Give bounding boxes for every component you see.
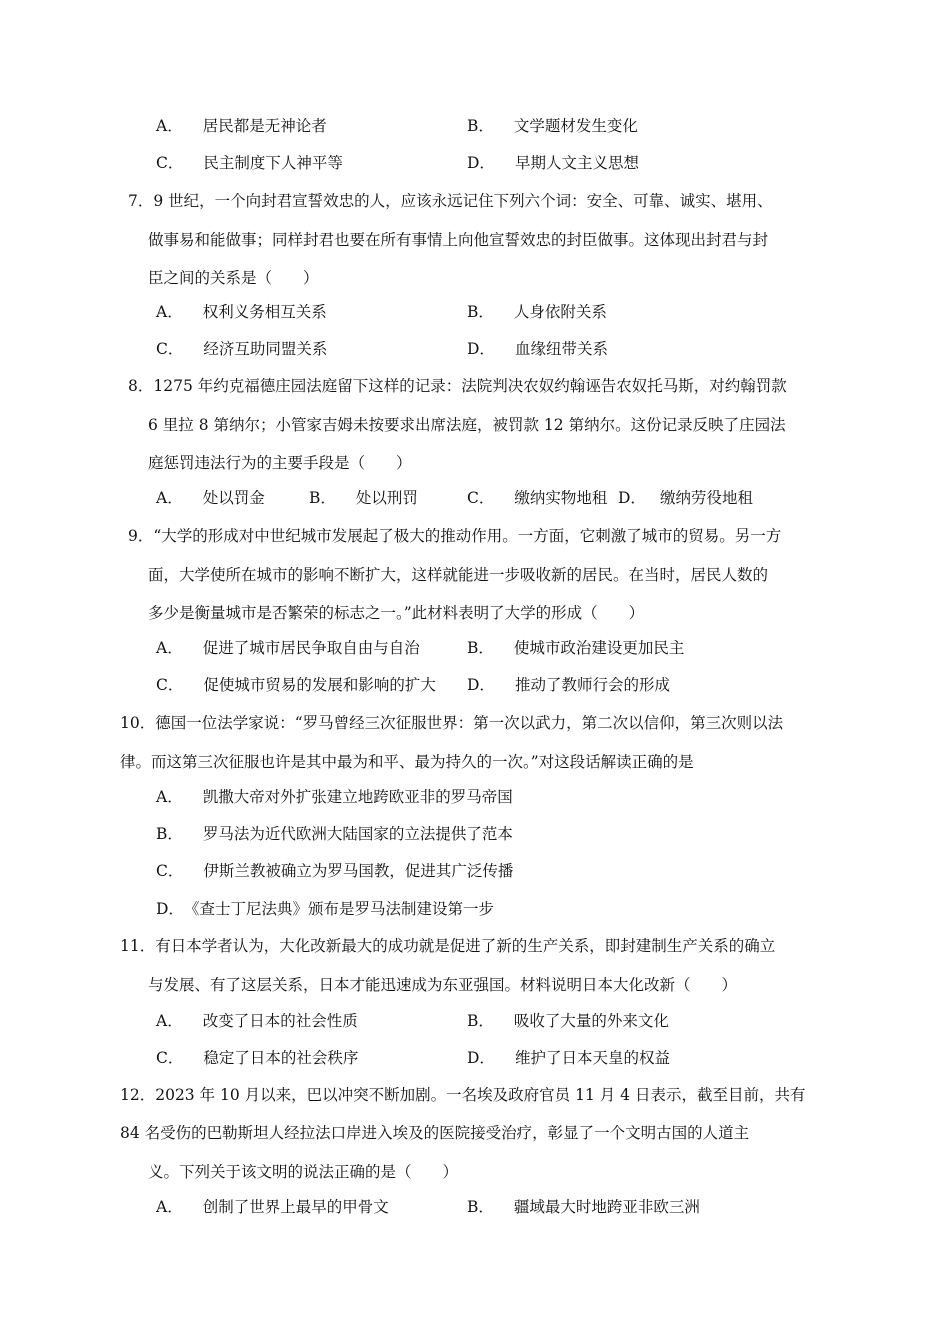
option-text: 吸收了大量的外来文化 — [513, 1012, 669, 1030]
option-6C — [156, 153, 343, 173]
option-11D — [467, 1048, 670, 1068]
option-letter: D． — [467, 1049, 495, 1067]
option-7D — [467, 339, 608, 359]
option-text: 民主制度下人神平等 — [203, 154, 343, 172]
question-11-stem-line: 11．有日本学者认为，大化改新最大的成功就是促进了新的生产关系，即封建制生产关系的确立 — [120, 937, 776, 955]
option-text: 文学题材发生变化 — [513, 117, 638, 135]
option-letter: B． — [309, 489, 336, 507]
option-text: 人身依附关系 — [513, 303, 607, 321]
option-letter: C． — [156, 154, 184, 172]
option-9C — [156, 675, 436, 695]
question-12-stem-line: 12．2023 年 10 月以来，巴以冲突不断加剧。一名埃及政府官员 11 月 4 日表示，截至目前，共有 — [120, 1086, 806, 1104]
option-7B — [467, 302, 607, 322]
option-text: 创制了世界上最早的甲骨文 — [202, 1198, 389, 1216]
option-letter: B． — [467, 117, 494, 135]
question-8-stem-line: 庭惩罚违法行为的主要手段是（ ） — [148, 454, 412, 472]
option-text: 《查士丁尼法典》颁布是罗马法制建设第一步 — [183, 900, 494, 918]
option-12A — [156, 1197, 389, 1217]
option-text: 缴纳劳役地租 — [659, 489, 753, 507]
option-10B — [156, 824, 513, 844]
question-9-stem-line: 面，大学使所在城市的影响不断扩大，这样就能进一步吸收新的居民。在当时，居民人数的 — [148, 566, 769, 584]
option-text: 处以罚金 — [202, 489, 265, 507]
question-7-stem-line: 7．9 世纪，一个向封君宣誓效忠的人，应该永远记住下列六个词：安全、可靠、诚实、堪用、 — [128, 192, 773, 210]
option-8D — [618, 488, 753, 508]
question-10-stem-line: 律。而这第三次征服也许是其中最为和平、最为持久的一次。”对这段话解读正确的是 — [120, 753, 694, 771]
option-letter: C． — [156, 1049, 184, 1067]
option-letter: B． — [156, 825, 183, 843]
option-letter: A． — [156, 788, 183, 806]
option-11B — [467, 1011, 669, 1031]
option-text: 早期人文主义思想 — [514, 154, 639, 172]
option-letter: D． — [156, 900, 184, 918]
option-letter: A． — [156, 1198, 183, 1216]
option-letter: B． — [467, 1198, 494, 1216]
option-text: 凯撒大帝对外扩张建立地跨欧亚非的罗马帝国 — [202, 788, 513, 806]
option-text: 经济互助同盟关系 — [203, 340, 328, 358]
option-letter: C． — [156, 676, 184, 694]
option-text: 改变了日本的社会性质 — [202, 1012, 358, 1030]
question-8-stem-line: 8．1275 年约克福德庄园法庭留下这样的记录：法院判决农奴约翰诬告农奴托马斯，对约翰罚款 — [128, 377, 787, 395]
option-letter: C． — [156, 340, 184, 358]
question-9-stem-line: 9．“大学的形成对中世纪城市发展起了极大的推动作用。一方面，它刺激了城市的贸易。另一方 — [128, 527, 782, 545]
question-12-stem-line: 义。下列关于该文明的说法正确的是（ ） — [148, 1163, 459, 1181]
option-6A — [156, 116, 327, 136]
question-10-stem-line: 10．德国一位法学家说：“罗马曾经三次征服世界：第一次以武力，第二次以信仰，第三次则以法 — [120, 714, 784, 732]
option-letter: A． — [156, 1012, 183, 1030]
option-text: 维护了日本天皇的权益 — [514, 1049, 670, 1067]
option-text: 伊斯兰教被确立为罗马国教，促进其广泛传播 — [203, 862, 514, 880]
option-8C — [467, 488, 607, 508]
option-9D — [467, 675, 670, 695]
option-6B — [467, 116, 638, 136]
option-letter: A． — [156, 639, 183, 657]
option-letter: C． — [156, 862, 184, 880]
option-10A — [156, 787, 513, 807]
option-text: 权利义务相互关系 — [202, 303, 327, 321]
option-text: 推动了教师行会的形成 — [514, 676, 670, 694]
option-12B — [467, 1197, 700, 1217]
option-10D — [156, 899, 494, 919]
option-text: 使城市政治建设更加民主 — [513, 639, 685, 657]
question-11-stem-line: 与发展、有了这层关系，日本才能迅速成为东亚强国。材料说明日本大化改新（ ） — [148, 976, 738, 994]
option-8A — [156, 488, 265, 508]
option-text: 居民都是无神论者 — [202, 117, 327, 135]
option-letter: B． — [467, 303, 494, 321]
question-9-stem-line: 多少是衡量城市是否繁荣的标志之一。”此材料表明了大学的形成（ ） — [148, 604, 645, 622]
option-letter: B． — [467, 1012, 494, 1030]
option-6D — [467, 153, 639, 173]
option-letter: A． — [156, 117, 183, 135]
option-text: 促进了城市居民争取自由与自治 — [202, 639, 420, 657]
option-11C — [156, 1048, 358, 1068]
option-9A — [156, 638, 420, 658]
option-letter: B． — [467, 639, 494, 657]
option-letter: D． — [467, 340, 495, 358]
option-10C — [156, 861, 513, 881]
option-text: 疆域最大时地跨亚非欧三洲 — [513, 1198, 700, 1216]
option-11A — [156, 1011, 358, 1031]
question-12-stem-line: 84 名受伤的巴勒斯坦人经拉法口岸进入埃及的医院接受治疗，彰显了一个文明古国的人道主 — [120, 1124, 750, 1142]
option-letter: A． — [156, 303, 183, 321]
option-7A — [156, 302, 327, 322]
option-letter: D． — [618, 489, 646, 507]
option-letter: D． — [467, 676, 495, 694]
option-letter: A． — [156, 489, 183, 507]
option-text: 缴纳实物地租 — [514, 489, 608, 507]
question-7-stem-line: 臣之间的关系是（ ） — [148, 269, 319, 287]
question-7-stem-line: 做事易和能做事；同样封君也要在所有事情上向他宣誓效忠的封臣做事。这体现出封君与封 — [148, 231, 769, 249]
option-letter: D． — [467, 154, 495, 172]
option-text: 促使城市贸易的发展和影响的扩大 — [203, 676, 436, 694]
option-9B — [467, 638, 684, 658]
option-text: 罗马法为近代欧洲大陆国家的立法提供了范本 — [202, 825, 513, 843]
option-8B — [309, 488, 418, 508]
option-text: 处以刑罚 — [355, 489, 418, 507]
question-8-stem-line: 6 里拉 8 第纳尔；小管家吉姆未按要求出席法庭，被罚款 12 第纳尔。这份记录反映了庄园法 — [148, 416, 786, 434]
option-text: 稳定了日本的社会秩序 — [203, 1049, 359, 1067]
option-text: 血缘纽带关系 — [514, 340, 608, 358]
option-7C — [156, 339, 327, 359]
option-letter: C． — [467, 489, 495, 507]
